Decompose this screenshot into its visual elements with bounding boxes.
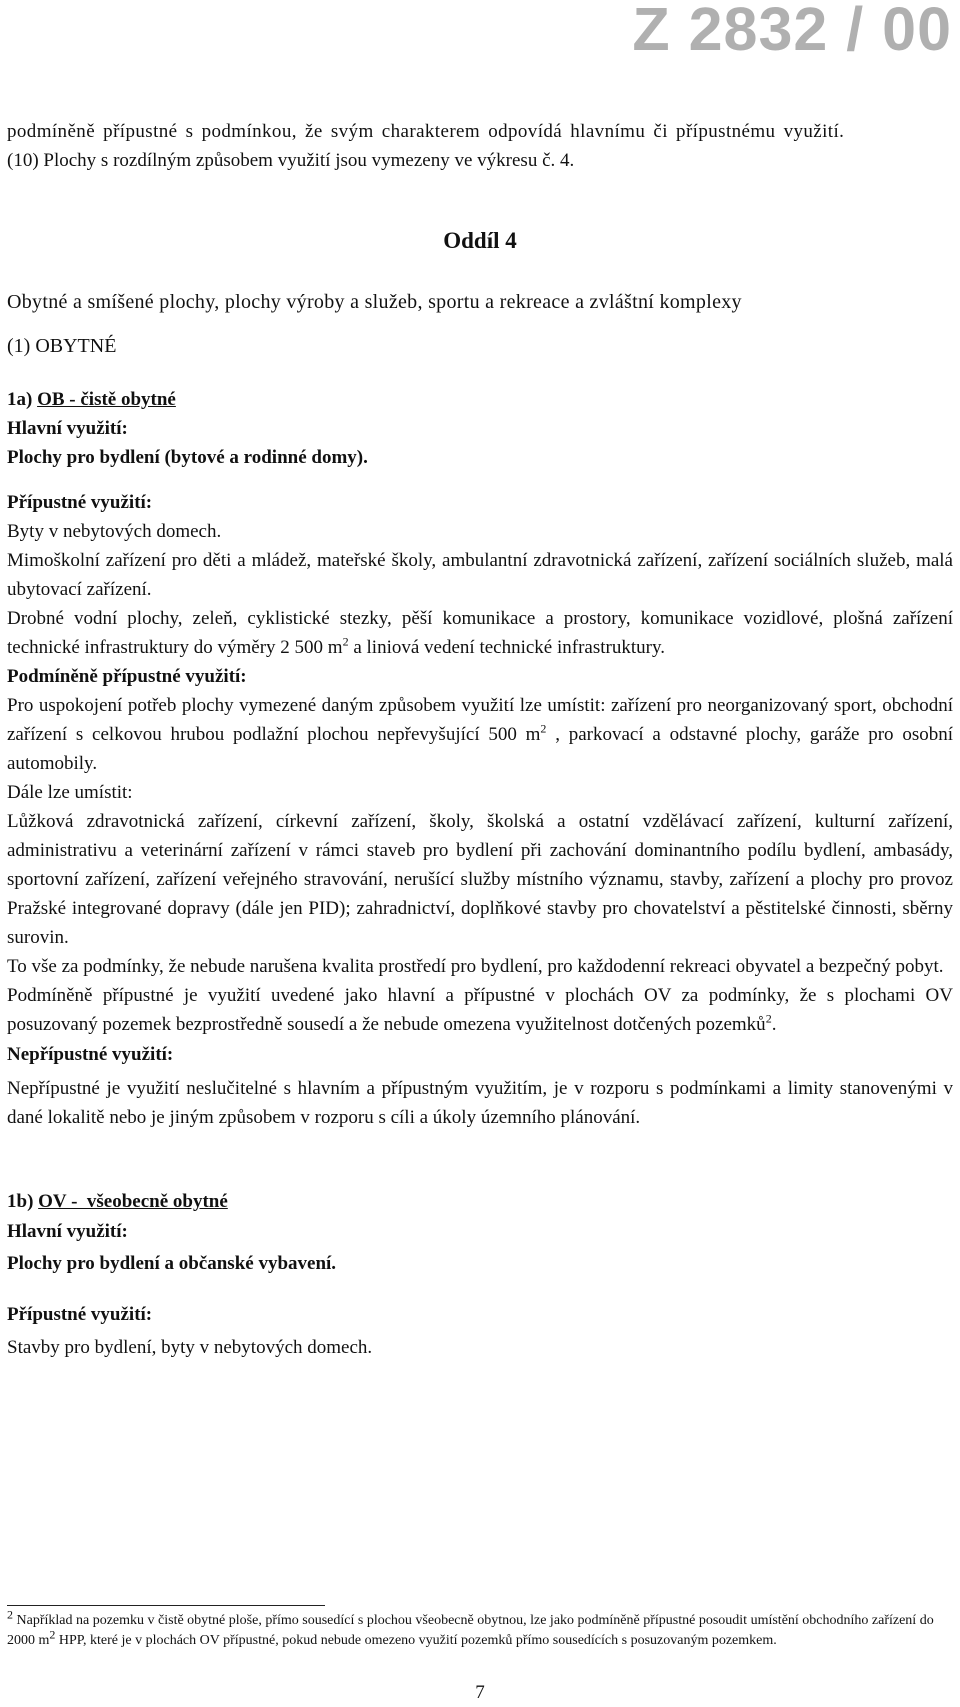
footnote-marker: 2 [7,1607,13,1622]
continuation-paragraph: podmíněně přípustné s podmínkou, že svým charakterem odpovídá hlavnímu či přípustnému využití. [7,121,845,142]
ob-conditional-4: To vše za podmínky, že nebude narušena kvalita prostředí pro bydlení, pro každodenní rekreaci obyvatel a bezpečný pobyt. [7,956,944,977]
ov-permitted-label: Přípustné využití: [7,1304,153,1325]
ov-heading [7,1187,953,1216]
footnote-reference[interactable]: 2 [765,1011,772,1026]
category-heading: (1) OBYTNÉ [7,335,117,357]
ob-permitted-2: Mimoškolní zařízení pro děti a mládež, mateřské školy, ambulantní zdravotnická zařízení, zařízení sociálních služeb, malá ubytovací zařízení. [7,550,953,600]
page-number: 7 [475,1682,485,1703]
superscript: 2 [49,1627,56,1642]
ob-forbidden-label: Nepřípustné využití: [7,1044,174,1065]
ob-forbidden-1: Nepřípustné je využití neslučitelné s hlavním a přípustným využitím, je v rozporu s podmínkami a limity stanovenými v dané lokalitě nebo je jiným způsobem v rozporu s cíli a úkoly územního plánování. [7,1078,953,1128]
ob-conditional-1-text: Pro uspokojení potřeb plochy vymezené daným způsobem využití lze umístit: zařízení pro neorganizovaný sport, obchodní zařízení s celkovou hrubou podlažní plochou nepřevyšující 500 m [7,695,953,745]
ob-conditional-3: Lůžková zdravotnická zařízení, církevní zařízení, školy, školská a ostatní vzdělávací zařízení, kulturní zařízení, administrativu a veterinární zařízení v rámci staveb pro bydlení při zachování dominantního podílu bydlení, ambasády, sportovní zařízení, zařízení veřejného stravování, nerušící služby místního významu, stavby, zařízení a plochy pro provoz Pražské integrované dopravy (dále jen PID); zahradnictví, doplňkové stavby pro chovatelství a pěstitelské činnosti, sběrny surovin. [7,811,953,948]
ob-permitted-1: Byty v nebytových domech. [7,521,222,542]
ob-conditional-1 [7,691,953,778]
section-subtitle: Obytné a smíšené plochy, plochy výroby a služeb, sportu a rekreace a zvláštní komplexy [7,291,742,313]
page-content [7,117,953,1362]
footnote-text: Například na pozemku v čistě obytné ploše, přímo sousedící s plochou všeobecně obytnou, lze jako podmíněně přípustné posoudit umístění obchodního zařízení do 2000 m [7,1613,934,1648]
ov-main-use: Plochy pro bydlení a občanské vybavení. [7,1253,337,1274]
ob-conditional-1-text-end: , parkovací a odstavné plochy, garáže pro osobní automobily. [7,724,953,774]
ob-permitted-label: Přípustné využití: [7,492,153,513]
ob-conditional-5-text-end: . [771,1014,777,1035]
section-title: Oddíl 4 [443,228,517,253]
footnote [7,1607,953,1651]
footnote-text-end: HPP, které je v plochách OV přípustné, pokud nebude omezeno využití pozemků přímo sousedících s posuzovaným pozemkem. [55,1633,777,1648]
ob-conditional-label: Podmíněně přípustné využití: [7,666,247,687]
ob-permitted-3-text-end: a liniová vedení technické infrastruktury. [348,637,665,658]
paragraph-10: (10) Plochy s rozdílným způsobem využití jsou vymezeny ve výkresu č. 4. [7,150,575,171]
ob-permitted-3 [7,604,953,662]
ob-conditional-2: Dále lze umístit: [7,782,133,803]
superscript: 2 [342,634,349,649]
ov-main-use-label: Hlavní využití: [7,1221,128,1242]
ov-permitted-1: Stavby pro bydlení, byty v nebytových domech. [7,1337,373,1358]
ob-main-use: Plochy pro bydlení (bytové a rodinné domy). [7,447,368,468]
ov-heading-prefix: 1b) [7,1191,39,1212]
ob-main-use-label: Hlavní využití: [7,418,128,439]
ob-conditional-5-text: Podmíněně přípustné je využití uvedené jako hlavní a přípustné v plochách OV za podmínky, že s plochami OV posuzovaný pozemek bezprostředně sousedí a že nebude omezena využitelnost dotčených pozemků [7,985,953,1035]
document-code-watermark: Z 2832 / 00 [632,0,952,63]
ob-conditional-5 [7,981,953,1039]
ob-heading-prefix: 1a) [7,389,38,410]
ob-heading-code: OB - čistě obytné [37,389,176,410]
ov-heading-code: OV - všeobecně obytné [38,1191,228,1212]
ob-heading [7,385,953,414]
footnote-divider [7,1605,325,1606]
ob-permitted-3-text: Drobné vodní plochy, zeleň, cyklistické stezky, pěší komunikace a prostory, komunikace vozidlové, plošná zařízení technické infrastruktury do výměry 2 500 m [7,608,953,658]
superscript: 2 [540,721,547,736]
